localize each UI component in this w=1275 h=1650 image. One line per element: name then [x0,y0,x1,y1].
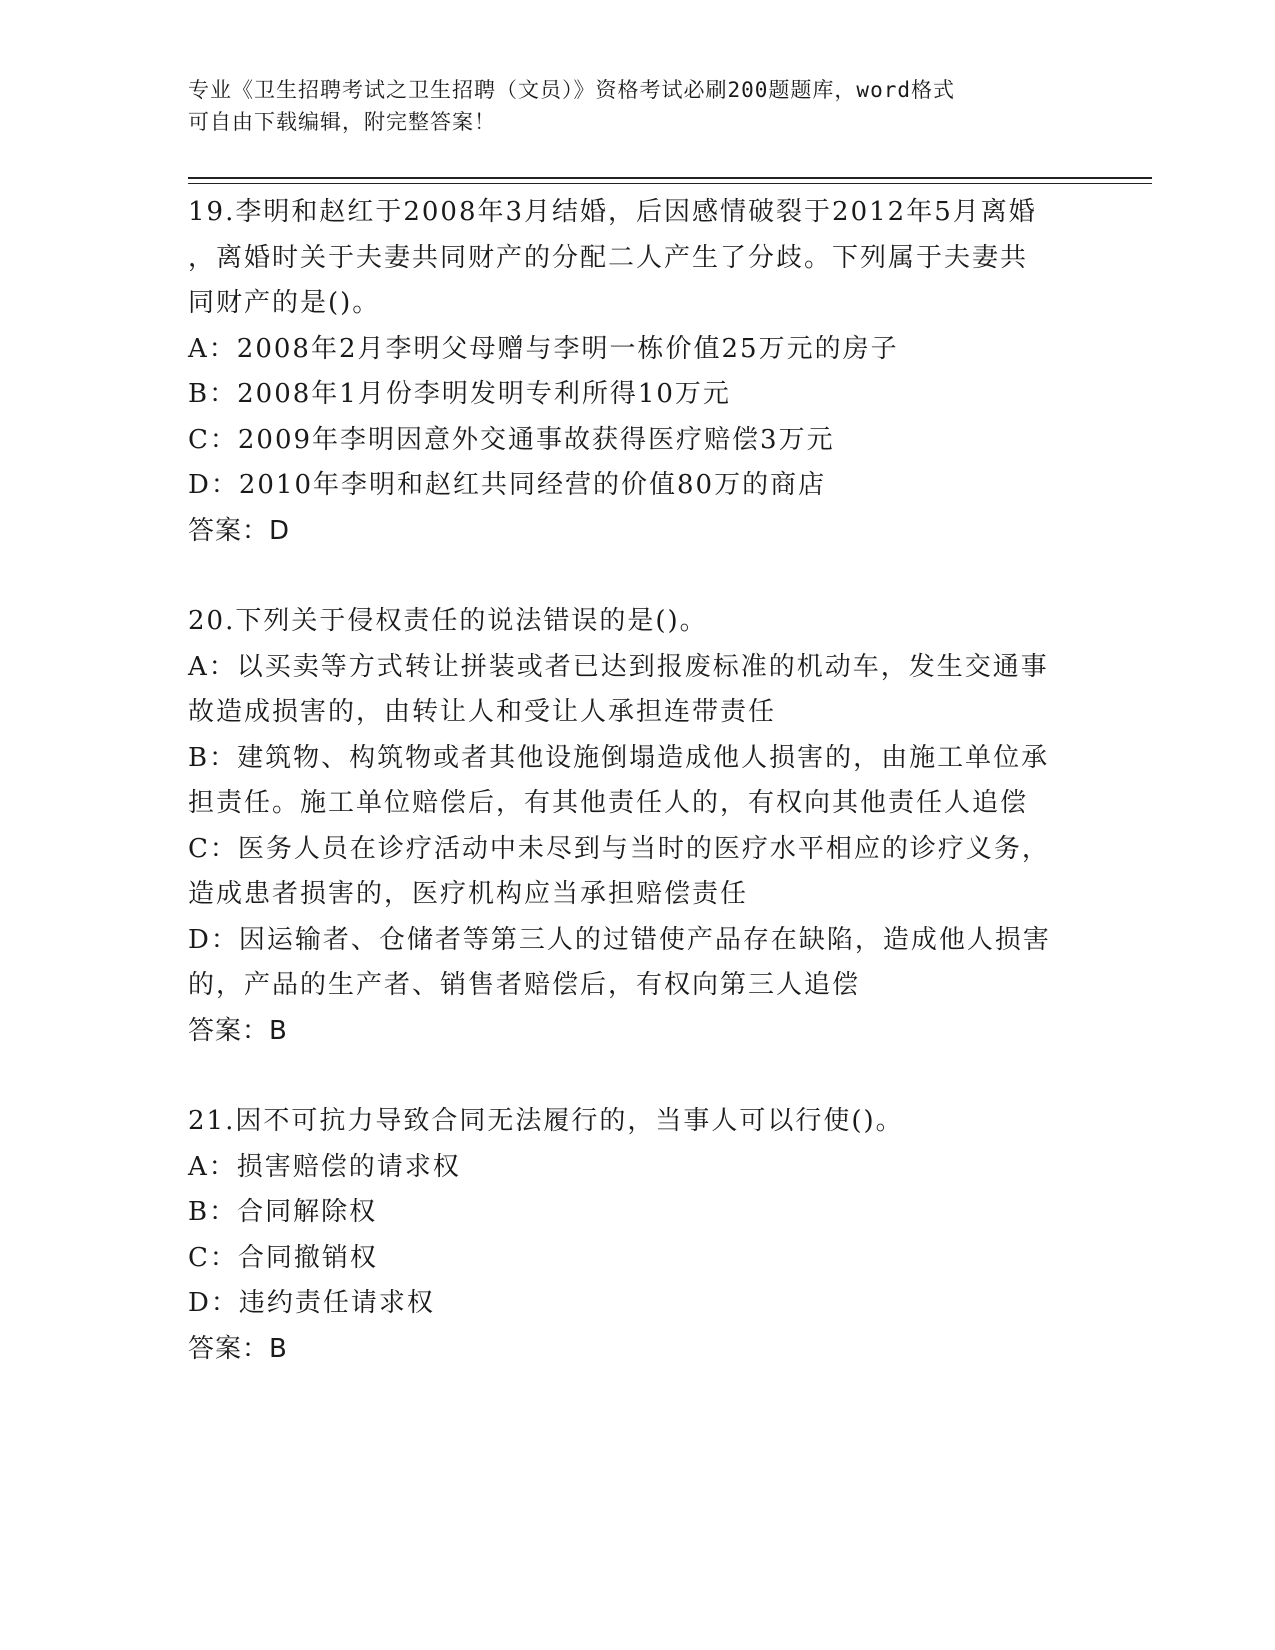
answer-option-line: 担责任。施工单位赔偿后，有其他责任人的，有权向其他责任人追偿 [188,788,1029,818]
question-stem-line: 21.因不可抗力导致合同无法履行的，当事人可以行使()。 [188,1106,904,1136]
answer-option-line: C：医务人员在诊疗活动中未尽到与当时的医疗水平相应的诊疗义务， [188,833,1050,864]
answer-option [188,1145,1088,1191]
answer-option-line: D：因运输者、仓储者等第三人的过错使产品存在缺陷，造成他人损害 [188,924,1051,955]
answer-option-line: C：合同撤销权 [188,1242,378,1273]
answer-option-line: 故造成损害的，由转让人和受让人承担连带责任 [188,697,777,727]
answer-option-line: 的，产品的生产者、销售者赔偿后，有权向第三人追偿 [188,970,861,1000]
answer-option-line: D：违约责任请求权 [188,1288,435,1318]
question-stem-line: ，离婚时关于夫妻共同财产的分配二人产生了分歧。下列属于夫妻共 [188,242,1029,273]
answer-option-line: B：建筑物、构筑物或者其他设施倒塌造成他人损害的，由施工单位承 [188,742,1050,773]
answer-option [188,418,1088,464]
answer-option [188,1236,1088,1282]
document-header [188,74,1088,138]
answer-option-line: 造成患者损害的，医疗机构应当承担赔偿责任 [188,879,749,909]
question-block [188,190,1088,554]
answer-option [188,463,1088,509]
question-block [188,1099,1088,1372]
correct-answer: 答案：B [188,1333,288,1364]
answer-option [188,372,1088,418]
answer-option-line: C：2009年李明因意外交通事故获得医疗赔偿3万元 [188,424,835,455]
question-stem-line: 19.李明和赵红于2008年3月结婚，后因感情破裂于2012年5月离婚 [188,197,1037,227]
header-line-2: 可自由下载编辑，附完整答案！ [188,110,496,134]
answer-option [188,327,1088,373]
answer-option [188,1190,1088,1236]
answer-option [188,1281,1088,1327]
answer-option-line: A：2008年2月李明父母赠与李明一栋价值25万元的房子 [188,333,899,364]
header-line-1: 专业《卫生招聘考试之卫生招聘（文员）》资格考试必刷200题题库，word格式 [188,78,955,102]
answer-option-line: B：2008年1月份李明发明专利所得10万元 [188,379,731,409]
answer-option [188,827,1088,918]
question-block [188,599,1088,1054]
correct-answer: 答案：D [188,515,291,546]
question-stem-line: 20.下列关于侵权责任的说法错误的是()。 [188,606,708,636]
answer-option [188,645,1088,736]
header-divider-thick [188,177,1152,179]
answer-option-line: A：损害赔偿的请求权 [188,1151,461,1182]
question-list [188,190,1088,1372]
answer-option [188,736,1088,827]
header-divider-thin [188,183,1152,184]
answer-option-line: A：以买卖等方式转让拼装或者已达到报废标准的机动车，发生交通事 [188,651,1049,682]
answer-option-line: D：2010年李明和赵红共同经营的价值80万的商店 [188,470,827,500]
question-stem-line: 同财产的是()。 [188,288,381,318]
correct-answer: 答案：B [188,1015,288,1046]
answer-option-line: B：合同解除权 [188,1197,378,1227]
answer-option [188,918,1088,1009]
